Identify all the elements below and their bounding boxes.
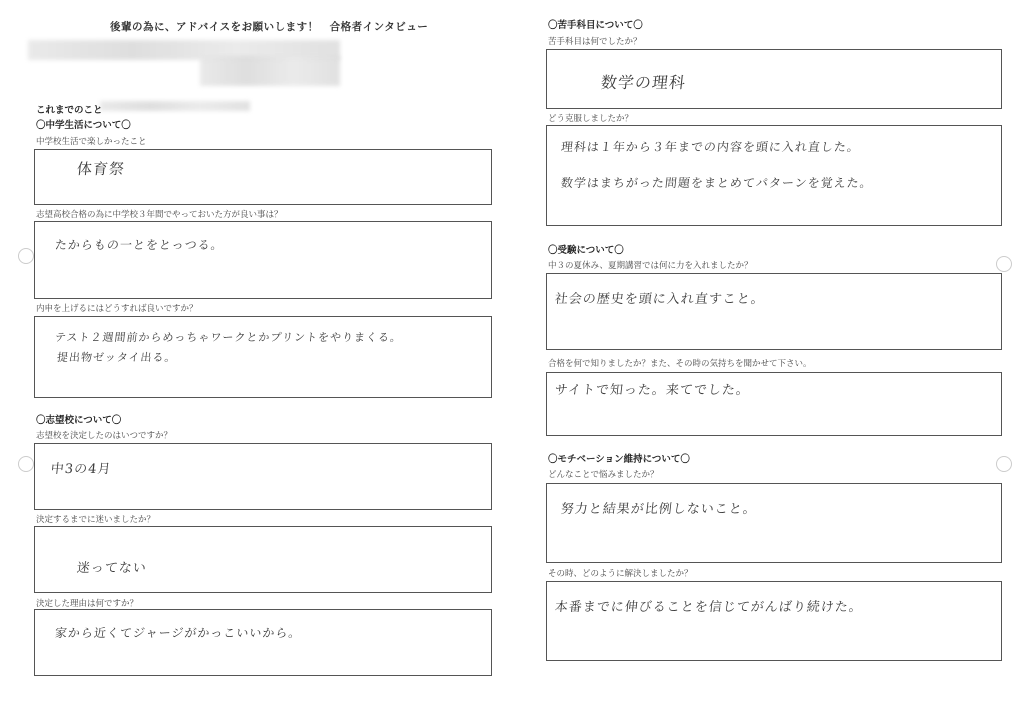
redacted-section-block <box>100 101 250 111</box>
answer-box-solution[interactable] <box>546 581 1002 661</box>
punch-hole-right-top <box>996 256 1012 272</box>
answer-summer-focus: 社会の歴史を頭に入れ直すこと。 <box>554 292 766 307</box>
question-raise-grades: 内申を上げるにはどうすれば良いですか？ <box>36 304 198 314</box>
question-fun-memories: 中学校生活で楽しかったこと <box>36 137 147 147</box>
page-title: 後輩の為に、アドバイスをお願いします！ 合格者インタビュー <box>110 21 429 33</box>
answer-box-raise-grades[interactable] <box>34 316 492 398</box>
answer-box-reason[interactable] <box>34 609 492 676</box>
answer-box-weak-subjects[interactable] <box>546 49 1002 109</box>
question-summer-focus: 中３の夏休み、夏期講習では何に力を入れましたか？ <box>548 261 753 271</box>
answer-raise-grades-line2: 提出物ゼッタイ出る。 <box>56 351 178 364</box>
answer-box-summer-focus[interactable] <box>546 273 1002 350</box>
answer-result-notice: サイトで知った。来てでした。 <box>554 383 751 398</box>
question-reason: 決定した理由は何ですか？ <box>36 599 139 609</box>
section-heading-junior-high: 〇中学生活について〇 <box>36 120 131 131</box>
answer-overcome-line2: 数学はまちがった問題をまとめてパターンを覚えた。 <box>560 176 874 190</box>
question-three-years-advice: 志望高校合格の為に中学校３年間でやっておいた方が良い事は？ <box>36 210 283 220</box>
punch-hole-left-top <box>18 248 34 264</box>
redacted-info-block <box>200 56 340 86</box>
question-solution: その時、どのように解決しましたか？ <box>548 569 693 579</box>
section-heading-motivation: 〇モチベーション維持について〇 <box>548 454 690 465</box>
answer-weak-subjects: 数学の理科 <box>599 73 687 92</box>
section-heading-history: これまでのこと <box>36 105 103 116</box>
answer-box-worries[interactable] <box>546 483 1002 563</box>
answer-box-three-years-advice[interactable] <box>34 221 492 299</box>
section-heading-weak-subjects: 〇苦手科目について〇 <box>548 20 643 31</box>
punch-hole-left-bottom <box>18 456 34 472</box>
answer-box-result-notice[interactable] <box>546 372 1002 436</box>
punch-hole-right-bottom <box>996 456 1012 472</box>
answer-decision-time: 中3の4月 <box>50 462 113 477</box>
answer-box-decision-time[interactable] <box>34 443 492 510</box>
answer-reason: 家から近くてジャージがかっこいいから。 <box>54 626 303 640</box>
question-result-notice: 合格を何で知りましたか？また、その時の気持ちを聞かせて下さい。 <box>548 359 812 369</box>
question-overcome: どう克服しましたか？ <box>548 114 634 124</box>
answer-three-years-advice: たからもの一とをとっつる。 <box>54 238 225 252</box>
question-worries: どんなことで悩みましたか？ <box>548 470 659 480</box>
section-heading-exams: 〇受験について〇 <box>548 245 624 256</box>
answer-box-hesitation[interactable] <box>34 526 492 593</box>
answer-hesitation: 迷ってない <box>76 561 148 576</box>
question-decision-time: 志望校を決定したのはいつですか？ <box>36 431 173 441</box>
answer-fun-memories: 体育祭 <box>76 160 126 178</box>
answer-raise-grades-line1: テスト２週間前からめっちゃワークとかプリントをやりまくる。 <box>54 331 403 344</box>
answer-box-fun-memories[interactable] <box>34 149 492 205</box>
question-weak-subjects: 苦手科目は何でしたか？ <box>548 37 642 47</box>
answer-worries: 努力と結果が比例しないこと。 <box>560 502 758 517</box>
section-heading-target-school: 〇志望校について〇 <box>36 415 122 426</box>
answer-overcome-line1: 理科は１年から３年までの内容を頭に入れ直した。 <box>560 140 861 154</box>
question-hesitation: 決定するまでに迷いましたか？ <box>36 515 156 525</box>
answer-solution: 本番までに伸びることを信じてがんばり続けた。 <box>554 600 864 615</box>
answer-box-overcome[interactable] <box>546 125 1002 226</box>
